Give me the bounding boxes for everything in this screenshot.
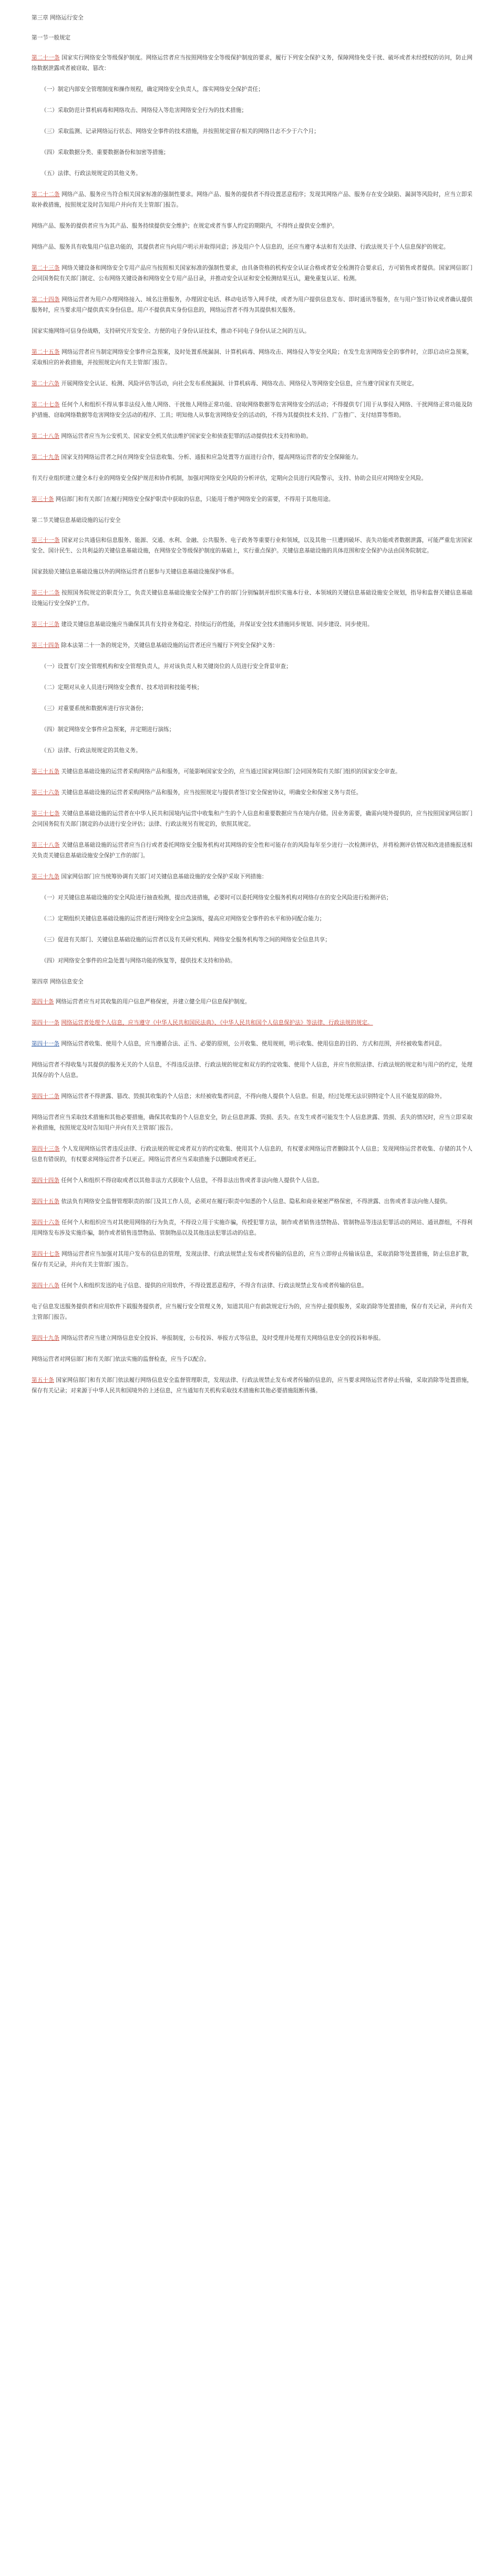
paragraph [32, 189, 472, 210]
paragraph [32, 1249, 472, 1270]
paragraph-text: 网络运营者对网信部门和有关部门依法实施的监督检查，应当予以配合。 [32, 1356, 210, 1362]
paragraph-text: 电子信息发送服务提供者和应用软件下载服务提供者，应当履行安全管理义务，知道其用户有前款规定行为的，应当停止提供服务，采取消除等处置措施，保存有关记录，并向有关主管部门报告。 [32, 1304, 472, 1320]
list-item [32, 935, 472, 945]
paragraph [32, 1018, 472, 1028]
article-number-link[interactable]: 第二十四条 [32, 296, 60, 303]
paragraph-text: 网络运营者应当加强对其用户发布的信息的管理，发现法律、行政法规禁止发布或者传输的信息的，应当立即停止传输该信息，采取消除等处置措施，防止信息扩散，保存有关记录，并向有关主管部门报告。 [32, 1251, 472, 1268]
paragraph [32, 263, 472, 284]
paragraph-text: 网络产品、服务具有收集用户信息功能的，其提供者应当向用户明示并取得同意；涉及用户个人信息的，还应当遵守本法和有关法律、行政法规关于个人信息保护的规定。 [32, 244, 449, 250]
paragraph-text: 国家实施网络可信身份战略，支持研究开发安全、方便的电子身份认证技术，推动不同电子身份认证之间的互认。 [32, 328, 310, 334]
paragraph-text: 国家鼓励关键信息基础设施以外的网络运营者自愿参与关键信息基础设施保护体系。 [32, 569, 238, 575]
article-number-link[interactable]: 第四十三条 [32, 1146, 60, 1152]
paragraph [32, 1175, 472, 1186]
section-heading [32, 13, 472, 23]
article-number-link[interactable]: 第四十一条 [32, 1041, 59, 1047]
article-number-link[interactable]: 第四十六条 [32, 1219, 60, 1226]
list-item [32, 105, 472, 116]
list-item [32, 914, 472, 924]
list-item [32, 682, 472, 693]
article-number-link[interactable]: 第四十二条 [32, 1093, 59, 1100]
article-number-link[interactable]: 第四十一条 [32, 1020, 59, 1026]
article-number-link[interactable]: 第二十二条 [32, 191, 60, 198]
paragraph-text: （四）采取数据分类、重要数据备份和加密等措施； [41, 149, 169, 156]
paragraph-text: 关键信息基础设施的运营者在中华人民共和国境内运营中收集和产生的个人信息和重要数据应当在境内存储。因业务需要，确需向境外提供的，应当按照国家网信部门会同国务院有关部门制定的办法进行安全评估；法律、行政法规另有规定的，依照其规定。 [32, 810, 472, 827]
paragraph [32, 766, 472, 777]
list-item [32, 956, 472, 966]
paragraph-text: 网络运营者为用户办理网络接入、域名注册服务，办理固定电话、移动电话等入网手续，或者为用户提供信息发布、即时通讯等服务，在与用户签订协议或者确认提供服务时，应当要求用户提供真实身份信息。用户不提供真实身份信息的，网络运营者不得为其提供相关服务。 [32, 296, 472, 313]
list-item [32, 126, 472, 137]
paragraph [32, 378, 472, 389]
paragraph-text: 有关行业组织建立健全本行业的网络安全保护规范和协作机制，加强对网络安全风险的分析评估，定期向会员进行风险警示，支持、协助会员应对网络安全风险。 [32, 475, 427, 481]
paragraph [32, 871, 472, 882]
article-number-link[interactable]: 第三十五条 [32, 768, 59, 775]
list-item [32, 168, 472, 179]
paragraph [32, 1196, 472, 1207]
paragraph [32, 494, 472, 505]
paragraph-text: 网络运营者不得收集与其提供的服务无关的个人信息，不得违反法律、行政法规的规定和双方的约定收集、使用个人信息，并应当依照法律、行政法规的规定和与用户的约定，处理其保存的个人信息。 [32, 1062, 472, 1079]
paragraph-text: 依法负有网络安全监督管理职责的部门及其工作人员，必须对在履行职责中知悉的个人信息、隐私和商业秘密严格保密，不得泄露、出售或者非法向他人提供。 [59, 1198, 451, 1205]
paragraph [32, 452, 472, 463]
article-number-link[interactable]: 第四十五条 [32, 1198, 59, 1205]
article-number-link[interactable]: 第四十七条 [32, 1251, 60, 1257]
paragraph [32, 53, 472, 74]
paragraph [32, 787, 472, 798]
article-number-link[interactable]: 第二十七条 [32, 402, 60, 408]
section-heading [32, 33, 472, 43]
paragraph-text: 国家网信部门应当统筹协调有关部门对关键信息基础设施的安全保护采取下列措施： [59, 874, 268, 880]
paragraph-text: 网络运营者不得泄露、篡改、毁损其收集的个人信息；未经被收集者同意，不得向他人提供个人信息。但是，经过处理无法识别特定个人且不能复原的除外。 [59, 1093, 446, 1100]
paragraph-text: 网络关键设备和网络安全专用产品应当按照相关国家标准的强制性要求，由具备资格的机构安全认证合格或者安全检测符合要求后，方可销售或者提供。国家网信部门会同国务院有关部门制定、公布网络关键设备和网络安全专用产品目录，并推动安全认证和安全检测结果互认，避免重复认证、检测。 [32, 265, 472, 282]
article-number-link[interactable]: 第四十条 [32, 999, 54, 1005]
paragraph-text: 开展网络安全认证、检测、风险评估等活动，向社会发布系统漏洞、计算机病毒、网络攻击、网络侵入等网络安全信息，应当遵守国家有关规定。 [59, 381, 418, 387]
paragraph-text: 第二节关键信息基础设施的运行安全 [32, 517, 121, 524]
article-number-link[interactable]: 第三十七条 [32, 810, 60, 817]
paragraph-text: 关键信息基础设施的运营者应当自行或者委托网络安全服务机构对其网络的安全性和可能存在的风险每年至少进行一次检测评估，并将检测评估情况和改进措施报送相关负责关键信息基础设施安全保护工作的部门。 [32, 842, 472, 859]
list-item [32, 84, 472, 95]
paragraph [32, 1280, 472, 1291]
list-item [32, 703, 472, 714]
paragraph-text: 关键信息基础设施的运营者采购网络产品和服务，可能影响国家安全的，应当通过国家网信部门会同国务院有关部门组织的国家安全审查。 [59, 768, 401, 775]
amended-text-link[interactable]: 网络运营者处理个人信息，应当遵守《中华人民共和国民法典》、《中华人民共和国个人信息保护法》等法律、行政法规的规定。 [61, 1020, 373, 1026]
paragraph-text: 任何个人和组织应当对其使用网络的行为负责，不得设立用于实施诈骗，传授犯罪方法，制作或者销售违禁物品、管制物品等违法犯罪活动的网站、通讯群组，不得利用网络发布涉及实施诈骗，制作或者销售违禁物品、管制物品以及其他违法犯罪活动的信息。 [32, 1219, 472, 1236]
paragraph-text: 国家网信部门和有关部门依法履行网络信息安全监督管理职责，发现法律、行政法规禁止发布或者传输的信息的，应当要求网络运营者停止传输，采取消除等处置措施，保存有关记录；对来源于中华人民共和国境外的上述信息，应当通知有关机构采取技术措施和其他必要措施阻断传播。 [32, 1377, 472, 1394]
article-number-link[interactable]: 第五十条 [32, 1377, 54, 1383]
paragraph-text: （三）对重要系统和数据库进行容灾备份； [41, 705, 147, 712]
article-number-link[interactable]: 第二十五条 [32, 349, 60, 355]
paragraph-text: 网络运营者收集、使用个人信息，应当遵循合法、正当、必要的原则，公开收集、使用规则，明示收集、使用信息的目的、方式和范围，并经被收集者同意。 [59, 1041, 446, 1047]
paragraph [32, 1091, 472, 1102]
paragraph-text: 网络运营者应当制定网络安全事件应急预案，及时处置系统漏洞、计算机病毒、网络攻击、网络侵入等安全风险；在发生危害网络安全的事件时，立即启动应急预案，采取相应的补救措施，并按照规定向有关主管部门报告。 [32, 349, 472, 366]
paragraph-text: （二）定期组织关键信息基础设施的运营者进行网络安全应急演练，提高应对网络安全事件的水平和协同配合能力； [41, 916, 325, 922]
paragraph [32, 1217, 472, 1238]
paragraph [32, 347, 472, 368]
paragraph-text: （五）法律、行政法规规定的其他义务。 [41, 170, 141, 177]
article-number-link[interactable]: 第三十四条 [32, 642, 59, 649]
list-item [32, 147, 472, 158]
paragraph-text: （四）制定网络安全事件应急预案，并定期进行演练； [41, 726, 175, 733]
paragraph-text: 网络运营者应当建立网络信息安全投诉、举报制度，公布投诉、举报方式等信息，及时受理并处理有关网络信息安全的投诉和举报。 [59, 1335, 384, 1341]
paragraph [32, 294, 472, 315]
article-number-link[interactable]: 第三十六条 [32, 789, 59, 796]
paragraph [32, 1112, 472, 1133]
paragraph-text: （三）采取监测、记录网络运行状态、网络安全事件的技术措施，并按照规定留存相关的网络日志不少于六个月； [41, 128, 320, 135]
paragraph [32, 808, 472, 829]
paragraph-text: 关键信息基础设施的运营者采购网络产品和服务，应当按照规定与提供者签订安全保密协议，明确安全和保密义务与责任。 [59, 789, 362, 796]
paragraph-text: （一）设置专门安全管理机构和安全管理负责人，并对该负责人和关键岗位的人员进行安全背景审查； [41, 663, 292, 670]
article-number-link[interactable]: 第三十三条 [32, 621, 59, 628]
article-number-link[interactable]: 第二十一条 [32, 55, 60, 61]
article-number-link[interactable]: 第三十九条 [32, 874, 59, 880]
paragraph-text: 国家支持网络运营者之间在网络安全信息收集、分析、通报和应急处置等方面进行合作，提高网络运营者的安全保障能力。 [59, 454, 362, 460]
paragraph [32, 242, 472, 252]
paragraph [32, 473, 472, 484]
section-heading [32, 515, 472, 526]
paragraph-text: 除本法第二十一条的规定外，关键信息基础设施的运营者还应当履行下列安全保护义务： [59, 642, 279, 649]
paragraph [32, 567, 472, 577]
article-number-link[interactable]: 第三十一条 [32, 537, 60, 543]
paragraph [32, 1039, 472, 1049]
paragraph-text: （四）对网络安全事件的应急处置与网络功能的恢复等，提供技术支持和协助。 [41, 958, 236, 964]
section-heading [32, 977, 472, 987]
paragraph [32, 399, 472, 420]
paragraph-text: （一）对关键信息基础设施的安全风险进行抽查检测，提出改进措施，必要时可以委托网络安全服务机构对网络存在的安全风险进行检测评估； [41, 895, 392, 901]
paragraph [32, 431, 472, 442]
paragraph-text: （三）促进有关部门、关键信息基础设施的运营者以及有关研究机构、网络安全服务机构等之间的网络安全信息共享； [41, 937, 331, 943]
paragraph [32, 1333, 472, 1343]
paragraph [32, 640, 472, 651]
paragraph-text: 第四章 网络信息安全 [32, 979, 84, 985]
paragraph [32, 1060, 472, 1081]
article-number-link[interactable]: 第二十九条 [32, 454, 59, 460]
article-number-link[interactable]: 第二十三条 [32, 265, 60, 271]
paragraph-text: 任何个人和组织不得窃取或者以其他非法方式获取个人信息，不得非法出售或者非法向他人提供个人信息。 [59, 1177, 323, 1184]
article-number-link[interactable]: 第二十六条 [32, 381, 59, 387]
article-number-link[interactable]: 第三十八条 [32, 842, 60, 848]
paragraph-text: （一）制定内部安全管理制度和操作规程，确定网络安全负责人，落实网络安全保护责任； [41, 86, 264, 93]
paragraph [32, 1144, 472, 1165]
paragraph [32, 1301, 472, 1322]
paragraph-text: 第一节一般规定 [32, 35, 71, 41]
paragraph [32, 535, 472, 556]
paragraph [32, 1354, 472, 1364]
paragraph-text: 网络产品、服务的提供者应当为其产品、服务持续提供安全维护；在规定或者当事人约定的期限内，不得终止提供安全维护。 [32, 223, 338, 229]
article-number-link[interactable]: 第四十八条 [32, 1282, 59, 1289]
paragraph [32, 840, 472, 861]
paragraph-text: （二）定期对从业人员进行网络安全教育、技术培训和技能考核； [41, 684, 203, 691]
paragraph [32, 588, 472, 609]
paragraph [32, 326, 472, 336]
paragraph [32, 1375, 472, 1396]
paragraph [32, 221, 472, 231]
article-number-link[interactable]: 第四十九条 [32, 1335, 59, 1341]
paragraph-text: （五）法律、行政法规规定的其他义务。 [41, 747, 141, 754]
article-number-link[interactable]: 第二十八条 [32, 433, 59, 439]
paragraph-text: 任何个人和组织不得从事非法侵入他人网络、干扰他人网络正常功能、窃取网络数据等危害网络安全的活动；不得提供专门用于从事侵入网络、干扰网络正常功能及防护措施、窃取网络数据等危害网络安全活动的程序、工具；明知他人从事危害网络安全的活动的，不得为其提供技术支持、广告推广、支付结算等帮助。 [32, 402, 472, 418]
paragraph [32, 997, 472, 1007]
article-number-link[interactable]: 第三十条 [32, 496, 54, 502]
paragraph-text: 按照国务院规定的职责分工，负责关键信息基础设施安全保护工作的部门分别编制并组织实施本行业、本领域的关键信息基础设施安全规划，指导和监督关键信息基础设施运行安全保护工作。 [32, 590, 472, 607]
paragraph-text: 网络运营者应当对其收集的用户信息严格保密，并建立健全用户信息保护制度。 [54, 999, 251, 1005]
paragraph-text: 建设关键信息基础设施应当确保其具有支持业务稳定、持续运行的性能，并保证安全技术措施同步规划、同步建设、同步使用。 [59, 621, 373, 628]
paragraph-text: （二）采取防范计算机病毒和网络攻击、网络侵入等危害网络安全行为的技术措施； [41, 107, 247, 114]
list-item [32, 892, 472, 903]
paragraph-text: 网信部门和有关部门在履行网络安全保护职责中获取的信息，只能用于维护网络安全的需要，不得用于其他用途。 [54, 496, 334, 502]
paragraph-text: 任何个人和组织发送的电子信息、提供的应用软件，不得设置恶意程序，不得含有法律、行政法规禁止发布或者传输的信息。 [59, 1282, 367, 1289]
paragraph-text: 个人发现网络运营者违反法律、行政法规的规定或者双方的约定收集、使用其个人信息的，有权要求网络运营者删除其个人信息；发现网络运营者收集、存储的其个人信息有错误的，有权要求网络运营者予以更正。网络运营者应当采取措施予以删除或者更正。 [32, 1146, 472, 1163]
paragraph-text: 网络运营者应当采取技术措施和其他必要措施，确保其收集的个人信息安全，防止信息泄露、毁损、丢失。在发生或者可能发生个人信息泄露、毁损、丢失的情况时，应当立即采取补救措施，按照规定及时告知用户并向有关主管部门报告。 [32, 1114, 472, 1131]
paragraph [32, 619, 472, 630]
list-item [32, 745, 472, 756]
paragraph-text: 网络运营者应当为公安机关、国家安全机关依法维护国家安全和侦查犯罪的活动提供技术支持和协助。 [59, 433, 312, 439]
paragraph-text: 国家对公共通信和信息服务、能源、交通、水利、金融、公共服务、电子政务等重要行业和领域，以及其他一旦遭到破坏、丧失功能或者数据泄露，可能严重危害国家安全、国计民生、公共利益的关键信息基础设施，在网络安全等级保护制度的基础上，实行重点保护。关键信息基础设施的具体范围和安全保护办法由国务院制定。 [32, 537, 472, 554]
article-number-link[interactable]: 第三十二条 [32, 590, 60, 596]
paragraph-text: 国家实行网络安全等级保护制度。网络运营者应当按照网络安全等级保护制度的要求，履行下列安全保护义务，保障网络免受干扰、破坏或者未经授权的访问，防止网络数据泄露或者被窃取、篡改： [32, 55, 472, 71]
article-number-link[interactable]: 第四十四条 [32, 1177, 59, 1184]
paragraph-text: 第三章 网络运行安全 [32, 15, 84, 21]
list-item [32, 724, 472, 735]
list-item [32, 661, 472, 672]
paragraph-text: 网络产品、服务应当符合相关国家标准的强制性要求。网络产品、服务的提供者不得设置恶意程序；发现其网络产品、服务存在安全缺陷、漏洞等风险时，应当立即采取补救措施，按照规定及时告知用户并向有关主管部门报告。 [32, 191, 472, 208]
